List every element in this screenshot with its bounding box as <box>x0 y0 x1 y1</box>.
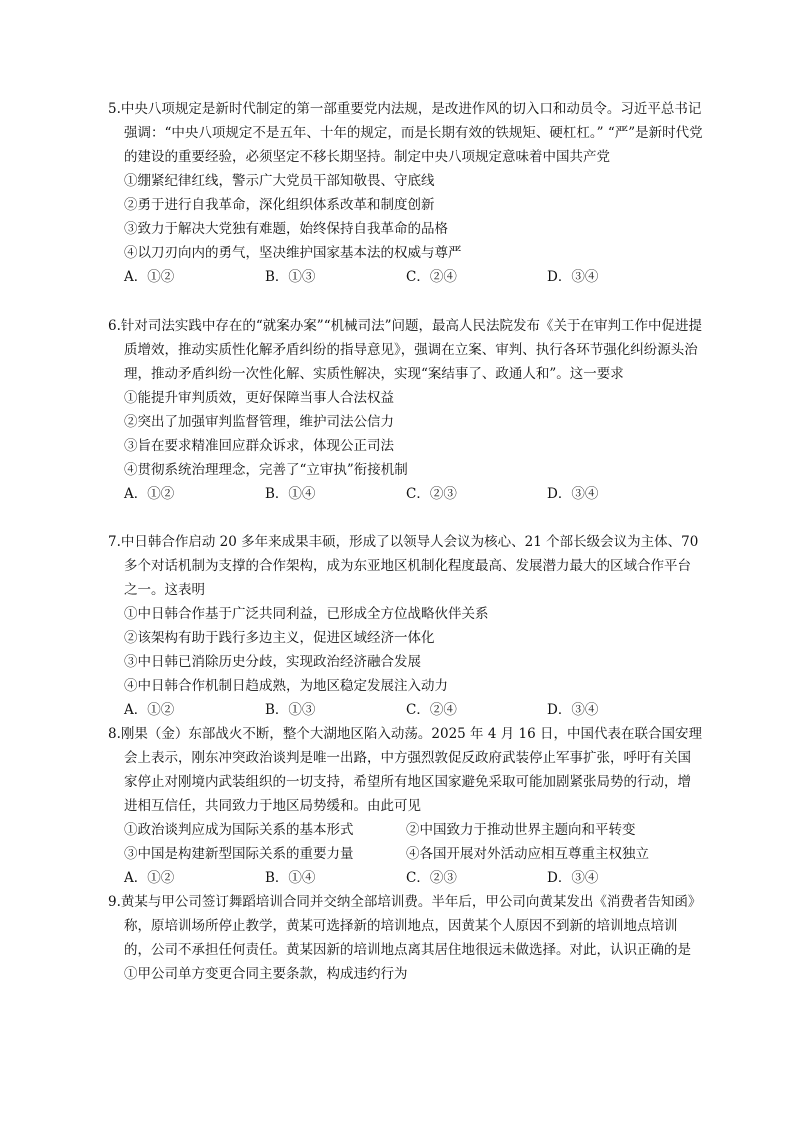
answer-a[interactable]: A．①② <box>124 486 175 502</box>
answer-d[interactable]: D．③④ <box>547 269 599 285</box>
option-2: ②该架构有助于践行多边主义，促进区域经济一体化 <box>124 630 435 646</box>
question-stem: 8.刚果（金）东部战火不断，整个大湖地区陷入动荡。2025 年 4 月 16 日，中国代表在联合国安理会上表示，刚东冲突政治谈判是唯一出路，中方强烈敦促反政府武装停止军事扩张，呼吁有关国家停止对刚境内武装组织的一切支持，希望所有地区国家避免采取可能加剧紧张局势的行动，增进相互信任，共同致力于地区局势缓和。由此可见 <box>108 726 702 814</box>
answer-a[interactable]: A．①② <box>124 870 175 886</box>
answer-b[interactable]: B．①④ <box>265 486 316 502</box>
answer-b[interactable]: B．①③ <box>265 269 316 285</box>
option-2: ②突出了加强审判监督管理，维护司法公信力 <box>124 414 394 430</box>
answer-b[interactable]: B．①④ <box>265 870 316 886</box>
question-stem: 9.黄某与甲公司签订舞蹈培训合同并交纳全部培训费。半年后，甲公司向黄某发出《消费者告知函》称，原培训场所停止教学，黄某可选择新的培训地点，因黄某个人原因不到新的培训地点培训的，公司不承担任何责任。黄某因新的培训地点离其居住地很远未做选择。对此，认识正确的是 <box>108 894 702 958</box>
option-4: ④以刀刃向内的勇气，坚决维护国家基本法的权威与尊严 <box>124 245 462 261</box>
option-1: ①中日韩合作基于广泛共同利益，已形成全方位战略伙伴关系 <box>124 606 489 622</box>
answer-c[interactable]: C．②③ <box>406 486 457 502</box>
option-row <box>124 818 704 842</box>
question-number: 5. <box>108 101 121 117</box>
option-4: ④中日韩合作机制日趋成熟，为地区稳定发展注入动力 <box>124 678 448 694</box>
answer-b[interactable]: B．①③ <box>265 702 316 718</box>
answer-c[interactable]: C．②③ <box>406 870 457 886</box>
question-7 <box>108 530 704 722</box>
option-row <box>124 842 704 866</box>
question-stem: 7.中日韩合作启动 20 多年来成果丰硕，形成了以领导人会议为核心、21 个部长级会议为主体、70 多个对话机制为支撑的合作架构，成为东亚地区机制化程度最高、发展潜力最大的区域合作平台之一。这表明 <box>108 534 699 598</box>
question-5 <box>108 97 704 289</box>
option-4: ④贯彻系统治理理念，完善了“立审执”衔接机制 <box>124 462 408 478</box>
question-number: 7. <box>108 534 121 550</box>
answer-d[interactable]: D．③④ <box>547 870 599 886</box>
question-number: 6. <box>108 318 121 334</box>
question-number: 9. <box>108 894 121 910</box>
option-1: ①甲公司单方变更合同主要条款，构成违约行为 <box>124 966 408 982</box>
option-3: ③中国是构建新型国际关系的重要力量 <box>124 846 354 862</box>
question-stem: 6.针对司法实践中存在的“就案办案”“机械司法”问题，最高人民法院发布《关于在审判工作中促进提质增效，推动实质性化解矛盾纠纷的指导意见》，强调在立案、审判、执行各环节强化纠纷源头治理，推动矛盾纠纷一次性化解、实质性解决，实现“案结事了、政通人和”。这一要求 <box>108 318 702 382</box>
question-8 <box>108 722 704 890</box>
option-1: ①政治谈判应成为国际关系的基本形式 <box>124 822 354 838</box>
option-3: ③旨在要求精准回应群众诉求，体现公正司法 <box>124 438 394 454</box>
option-2: ②中国致力于推动世界主题向和平转变 <box>406 822 636 838</box>
option-1: ①绷紧纪律红线，警示广大党员干部知敬畏、守底线 <box>124 173 435 189</box>
question-6 <box>108 314 704 506</box>
answer-c[interactable]: C．②④ <box>406 269 457 285</box>
answer-d[interactable]: D．③④ <box>547 486 599 502</box>
option-3: ③致力于解决大党独有难题，始终保持自我革命的品格 <box>124 221 448 237</box>
question-number: 8. <box>108 726 121 742</box>
answer-a[interactable]: A．①② <box>124 702 175 718</box>
question-stem: 5.中央八项规定是新时代制定的第一部重要党内法规，是改进作风的切入口和动员令。习近平总书记强调：“中央八项规定不是五年、十年的规定，而是长期有效的铁规矩、硬杠杠。” “严”是新时代党的建设的重要经验，必须坚定不移长期坚持。制定中央八项规定意味着中国共产党 <box>108 101 703 165</box>
answer-choices <box>124 698 704 722</box>
answer-d[interactable]: D．③④ <box>547 702 599 718</box>
option-2: ②勇于进行自我革命，深化组织体系改革和制度创新 <box>124 197 435 213</box>
answer-choices <box>124 866 704 890</box>
question-9 <box>108 890 704 986</box>
option-1: ①能提升审判质效，更好保障当事人合法权益 <box>124 390 394 406</box>
answer-choices <box>124 265 704 289</box>
option-3: ③中日韩已消除历史分歧，实现政治经济融合发展 <box>124 654 421 670</box>
answer-a[interactable]: A．①② <box>124 269 175 285</box>
answer-c[interactable]: C．②④ <box>406 702 457 718</box>
answer-choices <box>124 482 704 506</box>
option-4: ④各国开展对外活动应相互尊重主权独立 <box>406 846 649 862</box>
